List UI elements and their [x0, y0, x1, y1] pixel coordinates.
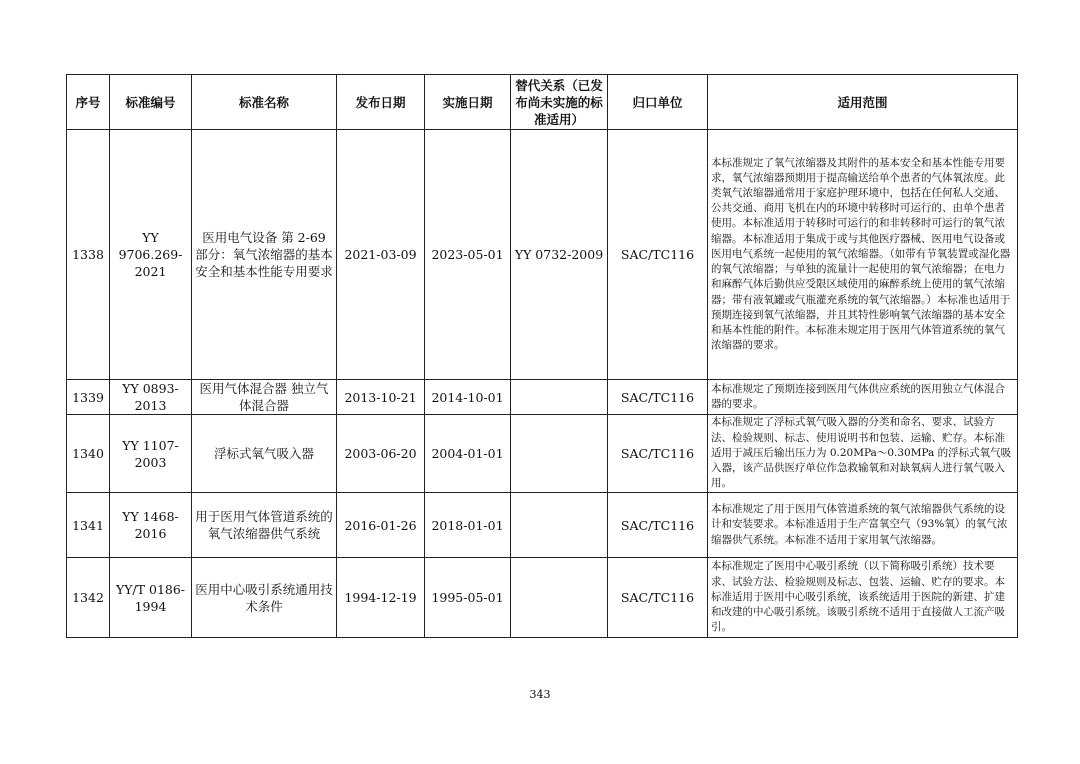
cell-seq: 1338	[67, 130, 110, 380]
cell-publish-date: 2003-06-20	[337, 415, 425, 493]
cell-seq: 1339	[67, 380, 110, 415]
cell-unit: SAC/TC116	[608, 558, 708, 638]
cell-implement-date: 2018-01-01	[425, 493, 511, 558]
cell-implement-date: 2004-01-01	[425, 415, 511, 493]
header-replacement: 替代关系（已发布尚未实施的标准适用）	[511, 75, 608, 130]
table-row	[67, 380, 1018, 415]
header-code: 标准编号	[110, 75, 192, 130]
cell-unit: SAC/TC116	[608, 380, 708, 415]
table-row	[67, 558, 1018, 638]
cell-scope: 本标准规定了医用中心吸引系统（以下简称吸引系统）技术要求、试验方法、检验规则及标志、包装、运输、贮存的要求。本标准适用于医用中心吸引系统，该系统适用于医院的新建、扩建和改建的中心吸引系统。该吸引系统不适用于直接做人工流产吸引。	[708, 558, 1018, 638]
header-implement-date: 实施日期	[425, 75, 511, 130]
cell-implement-date: 2014-10-01	[425, 380, 511, 415]
cell-seq: 1340	[67, 415, 110, 493]
header-unit: 归口单位	[608, 75, 708, 130]
cell-name: 医用电气设备 第 2-69 部分：氧气浓缩器的基本安全和基本性能专用要求	[192, 130, 337, 380]
cell-code: YY 0893-2013	[110, 380, 192, 415]
cell-name: 用于医用气体管道系统的氧气浓缩器供气系统	[192, 493, 337, 558]
cell-name: 医用气体混合器 独立气体混合器	[192, 380, 337, 415]
cell-replacement	[511, 493, 608, 558]
cell-replacement	[511, 415, 608, 493]
cell-scope: 本标准规定了用于医用气体管道系统的氧气浓缩器供气系统的设计和安装要求。本标准适用于生产富氧空气（93%氧）的氧气浓缩器供气系统。本标准不适用于家用氧气浓缩器。	[708, 493, 1018, 558]
cell-publish-date: 1994-12-19	[337, 558, 425, 638]
cell-scope: 本标准规定了浮标式氧气吸入器的分类和命名、要求、试验方法、检验规则、标志、使用说明书和包装、运输、贮存。本标准适用于减压后输出压力为 0.20MPa～0.30MPa 的浮标式氧气吸入器，该产品供医疗单位作急救输氧和对缺氧病人进行氧气吸入用。	[708, 415, 1018, 493]
cell-unit: SAC/TC116	[608, 415, 708, 493]
cell-publish-date: 2016-01-26	[337, 493, 425, 558]
cell-code: YY 9706.269-2021	[110, 130, 192, 380]
cell-name: 医用中心吸引系统通用技术条件	[192, 558, 337, 638]
cell-publish-date: 2021-03-09	[337, 130, 425, 380]
table-row	[67, 415, 1018, 493]
cell-implement-date: 2023-05-01	[425, 130, 511, 380]
cell-implement-date: 1995-05-01	[425, 558, 511, 638]
standards-table	[66, 74, 1018, 638]
table-row	[67, 130, 1018, 380]
cell-replacement	[511, 558, 608, 638]
cell-code: YY/T 0186-1994	[110, 558, 192, 638]
cell-name: 浮标式氧气吸入器	[192, 415, 337, 493]
header-publish-date: 发布日期	[337, 75, 425, 130]
cell-replacement: YY 0732-2009	[511, 130, 608, 380]
table-header-row	[67, 75, 1018, 130]
table-row	[67, 493, 1018, 558]
cell-seq: 1342	[67, 558, 110, 638]
cell-publish-date: 2013-10-21	[337, 380, 425, 415]
cell-unit: SAC/TC116	[608, 130, 708, 380]
header-scope: 适用范围	[708, 75, 1018, 130]
cell-code: YY 1468-2016	[110, 493, 192, 558]
cell-code: YY 1107-2003	[110, 415, 192, 493]
cell-scope: 本标准规定了氧气浓缩器及其附件的基本安全和基本性能专用要求，氧气浓缩器预期用于提高输送给单个患者的气体氧浓度。此类氧气浓缩器通常用于家庭护理环境中，包括在任何私人交通、公共交通、商用飞机在内的环境中转移时可运行的、由单个患者使用。本标准适用于转移时可运行的和非转移时可运行的氧气浓缩器。本标准适用于集成于或与其他医疗器械、医用电气设备或医用电气系统一起使用的氧气浓缩器。（如带有节氧装置或湿化器的氧气浓缩器；与单独的流量计一起使用的氧气浓缩器；在电力和麻醉气体后勤供应受限区域使用的麻醉系统上使用的氧气浓缩器；带有液氧罐或气瓶灌充系统的氧气浓缩器。）本标准也适用于预期连接到氧气浓缩器，并且其特性影响氧气浓缩器的基本安全和基本性能的附件。本标准未规定用于医用气体管道系统的氧气浓缩器的要求。	[708, 130, 1018, 380]
header-seq: 序号	[67, 75, 110, 130]
cell-scope: 本标准规定了预期连接到医用气体供应系统的医用独立气体混合器的要求。	[708, 380, 1018, 415]
cell-unit: SAC/TC116	[608, 493, 708, 558]
cell-seq: 1341	[67, 493, 110, 558]
page-number: 343	[529, 688, 551, 701]
cell-replacement	[511, 380, 608, 415]
header-name: 标准名称	[192, 75, 337, 130]
